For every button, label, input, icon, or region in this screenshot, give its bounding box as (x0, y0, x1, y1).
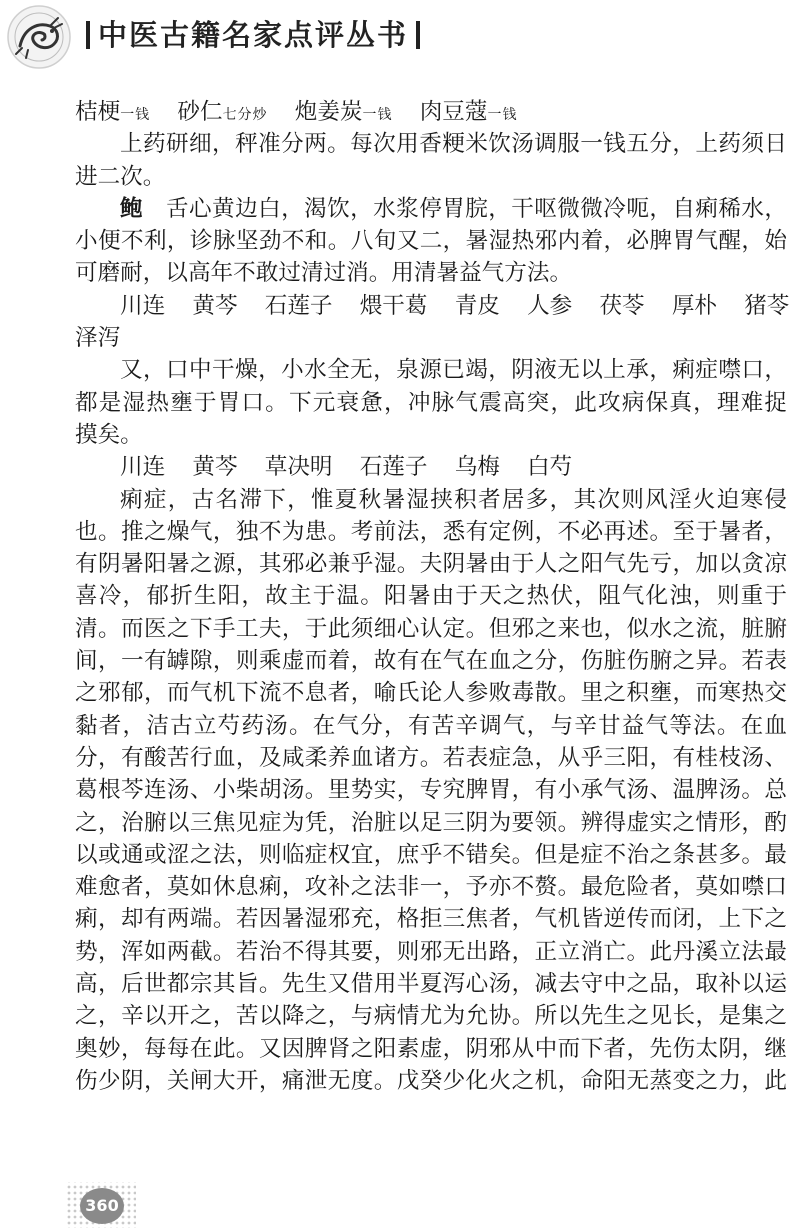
herb-item: 川连 (120, 454, 166, 481)
herb-item: 川连 (120, 292, 166, 319)
title-bar-right (416, 21, 420, 49)
paragraph-line: 都是湿热壅于胃口。下元衰惫，冲脉气震高突，此攻病保真，理难捉 (75, 389, 787, 416)
formula-line-1 (75, 96, 787, 128)
formula-line-3 (75, 451, 787, 483)
paragraph-line: 高，后世都宗其旨。先生又借用半夏泻心汤，减去守中之品，取补以运 (75, 971, 787, 998)
dragon-emblem-icon (2, 4, 76, 70)
paragraph-line: 小便不利，诊脉坚劲不和。八旬又二，暑湿热邪内着，必脾胃气醒，始 (75, 228, 787, 255)
herb-item: 石莲子 (359, 454, 428, 481)
herb-item: 炮姜炭一钱 (294, 99, 393, 125)
herb-item: 桔梗一钱 (75, 99, 151, 125)
case-line: 鲍 舌心黄边白，渴饮，水浆停胃脘，干呕微微冷呃，自痢稀水， (120, 195, 788, 222)
paragraph-line: 有阴暑阳暑之源，其邪必兼乎湿。夫阴暑由于人之阳气先亏，加以贪凉 (75, 551, 787, 578)
paragraph-line: 喜冷，郁折生阳，故主于温。阳暑由于天之热伏，阻气化浊，则重于 (75, 583, 787, 610)
page-body (75, 96, 790, 1097)
series-title-text: 中医古籍名家点评丛书 (98, 18, 409, 52)
herb-item: 乌梅 (454, 454, 500, 481)
herb-item: 厚朴 (671, 292, 717, 319)
paragraph-line: 黏者，洁古立芍药汤。在气分，有苦辛调气，与辛甘益气等法。在血 (75, 712, 787, 739)
paragraph-line: 进二次。 (75, 163, 166, 190)
herb-item: 猪苓 (744, 292, 790, 319)
herb-item: 煨干葛 (359, 292, 428, 319)
herb-item: 草决明 (264, 454, 333, 481)
paragraph-line: 势，浑如两截。若治不得其要，则邪无出路，正立消亡。此丹溪立法最 (75, 938, 787, 965)
paragraph-line: 痢，却有两端。若因暑湿邪充，格拒三焦者，气机皆逆传而闭，上下之 (75, 906, 787, 933)
case-surname: 鲍 (120, 195, 144, 222)
formula-line-2-cont: 泽泻 (75, 325, 121, 352)
paragraph-line: 伤少阴，关闸大开，痛泄无度。戊癸少化火之机，命阳无蒸变之力，此 (75, 1067, 787, 1094)
paragraph-line: 难愈者，莫如休息痢，攻补之法非一，予亦不赘。最危险者，莫如噤口 (75, 874, 787, 901)
title-bar-left (86, 21, 90, 49)
herb-item: 茯苓 (599, 292, 645, 319)
paragraph-line: 清。而医之下手工夫，于此须细心认定。但邪之来也，似水之流，脏腑 (75, 615, 787, 642)
herb-item: 黄芩 (192, 454, 238, 481)
herb-item: 青皮 (454, 292, 500, 319)
paragraph-line: 分，有酸苦行血，及咸柔养血诸方。若表症急，从乎三阳，有桂枝汤、 (75, 744, 787, 771)
paragraph-line: 可磨耐，以高年不敢过清过消。用清暑益气方法。 (75, 260, 573, 287)
page-number: 360 (80, 1188, 124, 1224)
paragraph-line: 摸矣。 (75, 421, 143, 448)
formula-line-2 (75, 290, 790, 322)
paragraph-line: 也。推之燥气，独不为患。考前法，悉有定例，不必再述。至于暑者， (75, 518, 787, 545)
herb-item: 石莲子 (264, 292, 333, 319)
herb-item: 砂仁七分炒 (177, 99, 268, 125)
paragraph-line: 间，一有罅隙，则乘虚而着，故有在气在血之分，伤脏伤腑之异。若表 (75, 648, 787, 675)
paragraph-line: 葛根芩连汤、小柴胡汤。里势实，专究脾胃，有小承气汤、温脾汤。总 (75, 777, 787, 804)
paragraph-line: 上药研细，秤准分两。每次用香粳米饮汤调服一钱五分，上药须日 (120, 131, 787, 158)
page-header (0, 0, 800, 80)
paragraph-line: 以或通或涩之法，则临症权宜，庶乎不错矣。但是症不治之条甚多。最 (75, 841, 787, 868)
paragraph-line: 奥妙，每每在此。又因脾肾之阳素虚，阴邪从中而下者，先伤太阴，继 (75, 1035, 787, 1062)
paragraph-line: 又，口中干燥，小水全无，泉源已竭，阴液无以上承，痢症噤口， (120, 357, 787, 384)
series-title (78, 16, 428, 54)
herb-item: 白芍 (527, 454, 573, 481)
paragraph-line: 之邪郁，而气机下流不息者，喻氏论人参败毒散。里之积壅，而寒热交 (75, 680, 787, 707)
herb-item: 人参 (527, 292, 573, 319)
herb-item: 肉豆蔻一钱 (419, 99, 518, 125)
paragraph-line: 痢症，古名滞下，惟夏秋暑湿挟积者居多，其次则风淫火迫寒侵 (120, 486, 787, 513)
herb-item: 黄芩 (192, 292, 238, 319)
paragraph-line: 之，治腑以三焦见症为凭，治脏以足三阴为要领。辨得虚实之情形，酌 (75, 809, 787, 836)
commentary-paragraph (75, 484, 787, 1098)
paragraph-line: 之，辛以开之，苦以降之，与病情尤为允协。所以先生之见长，是集之 (75, 1003, 787, 1030)
